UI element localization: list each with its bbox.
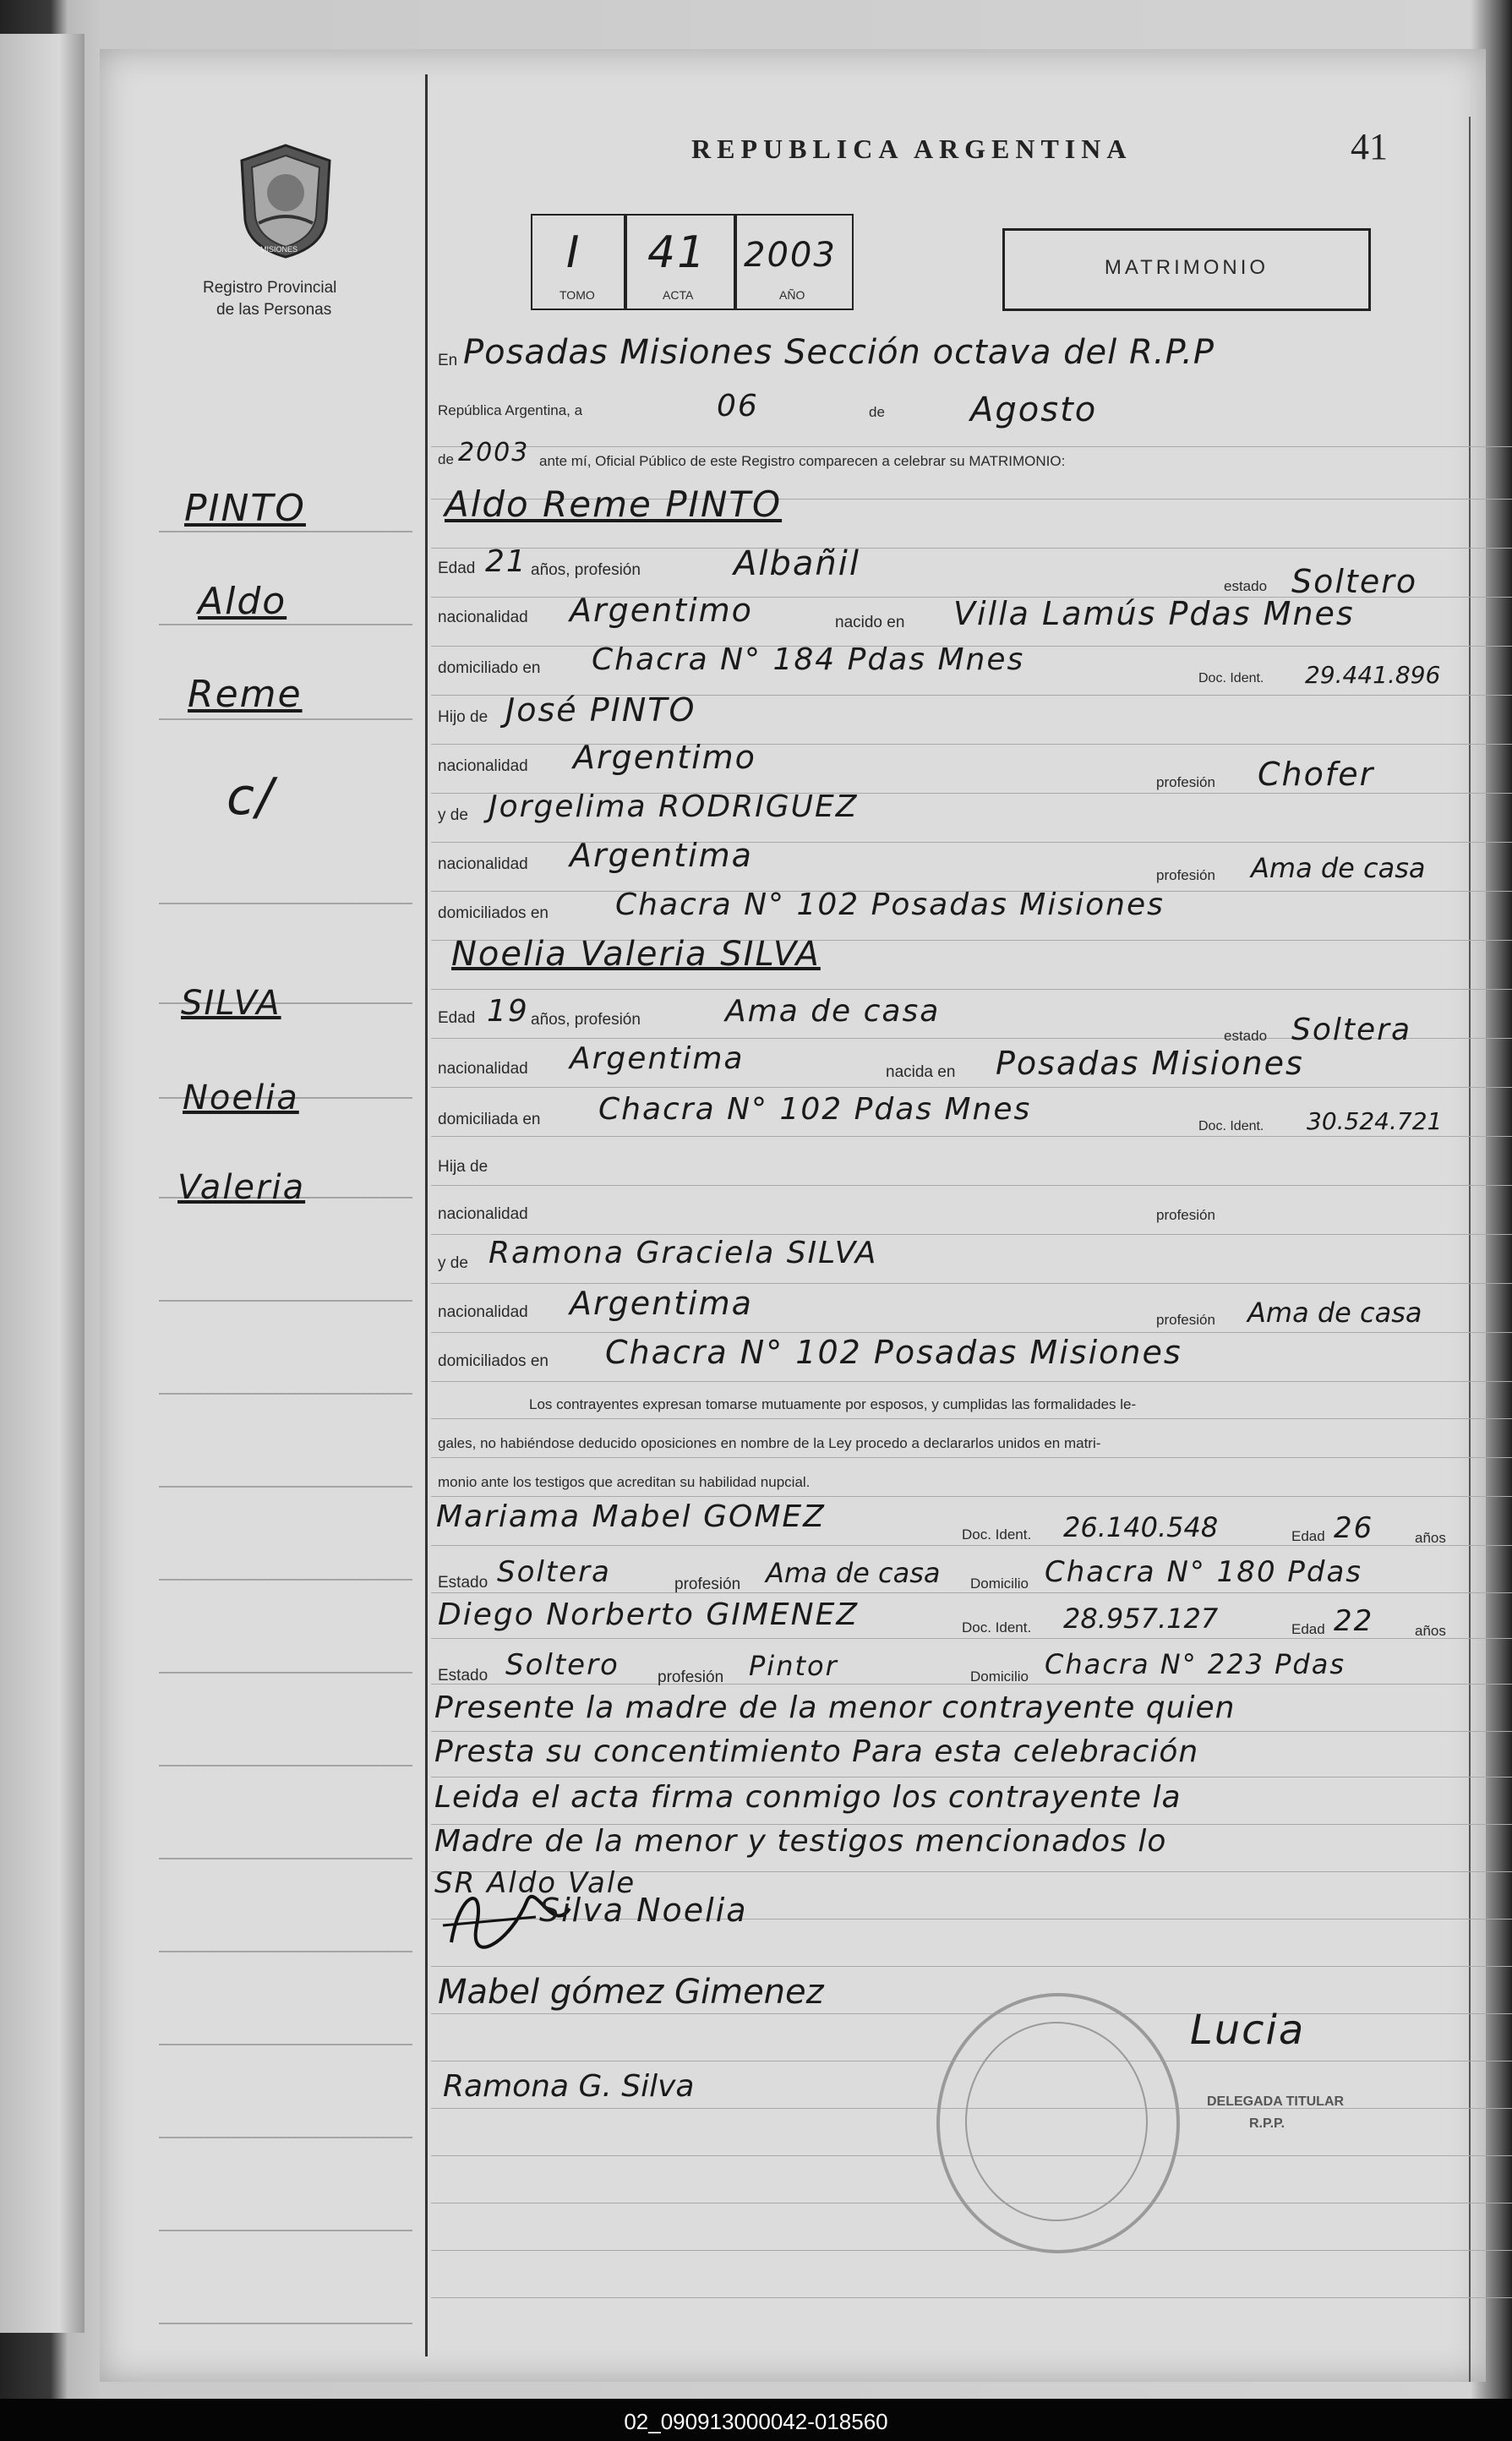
- witness1-age: 26: [1334, 1511, 1374, 1545]
- page-number: 41: [1351, 126, 1388, 167]
- declaration-line2: gales, no habiéndose deducido oposiciones en nombre de la Ley procedo a declararlos unidos en matri-: [438, 1435, 1101, 1451]
- groom-profession: Albañil: [734, 544, 860, 583]
- declaration-line1: Los contrayentes expresan tomarse mutuamente por esposos, y cumplidas las formalidades le-: [529, 1396, 1137, 1412]
- bride-estado-label: estado: [1224, 1028, 1268, 1044]
- groom-mother-nationality: Argentima: [570, 837, 753, 874]
- bride-nationality: Argentima: [570, 1041, 745, 1076]
- intro-place: Posadas Misiones Sección octava del R.P.P: [463, 333, 1215, 372]
- bride-father-prof-label: profesión: [1156, 1207, 1215, 1223]
- bride-parents-address: Chacra N° 102 Posadas Misiones: [605, 1334, 1182, 1371]
- bride-doc: 30.524.721: [1307, 1107, 1443, 1135]
- bride-doc-label: Doc. Ident.: [1198, 1119, 1264, 1133]
- intro-en-label: En: [438, 352, 458, 369]
- bride-domiciliada-label: domiciliada en: [438, 1111, 541, 1128]
- groom-anos-profesion-label: años, profesión: [531, 561, 641, 579]
- groom-hijo-label: Hijo de: [438, 708, 489, 726]
- margin-divider: [425, 74, 428, 2356]
- witness1-name: Mariama Mabel GOMEZ: [436, 1499, 826, 1534]
- margin-groom-name2: Reme: [188, 673, 303, 716]
- ano-cell: [734, 214, 854, 310]
- bride-signature: Silva Noelia: [539, 1892, 748, 1929]
- witness1-edad-label: Edad: [1291, 1528, 1325, 1544]
- bride-mother-nat-label: nacionalidad: [438, 1303, 528, 1321]
- tomo-label: TOMO: [559, 288, 595, 302]
- groom-birthplace: Villa Lamús Pdas Mnes: [953, 595, 1355, 632]
- notes-line3: Leida el acta firma conmigo los contrayente la: [434, 1780, 1182, 1815]
- tomo-cell: [531, 214, 627, 310]
- tomo-value: I: [566, 227, 581, 278]
- bride-mother-profession: Ama de casa: [1247, 1297, 1422, 1329]
- registry-line1: Registro Provincial: [203, 279, 337, 297]
- notes-line5: SR Aldo Vale: [434, 1866, 636, 1900]
- groom-address: Chacra N° 184 Pdas Mnes: [592, 642, 1025, 677]
- bride-nacida-label: nacida en: [886, 1063, 956, 1081]
- intro-de-label: de: [869, 404, 885, 420]
- witness1-anos-label: años: [1415, 1530, 1446, 1546]
- groom-doc-label: Doc. Ident.: [1198, 671, 1264, 685]
- margin-bride-name1: Noelia: [183, 1079, 299, 1117]
- ano-value: 2003: [744, 236, 837, 275]
- bride-mother-nationality: Argentima: [570, 1285, 753, 1322]
- witness1-prof-label: profesión: [674, 1575, 741, 1593]
- official-seal-icon: [936, 1993, 1180, 2253]
- intro-month: Agosto: [970, 390, 1098, 429]
- bride-parents-dom-label: domiciliados en: [438, 1352, 549, 1370]
- margin-separator: c/: [227, 767, 276, 827]
- witness1-doc: 26.140.548: [1063, 1511, 1219, 1543]
- witness2-anos-label: años: [1415, 1623, 1446, 1639]
- intro-year: 2003: [458, 438, 530, 467]
- notes-line2: Presta su concentimiento Para esta celebración: [434, 1734, 1199, 1769]
- footer-code: 02_090913000042-018560: [624, 2409, 888, 2434]
- bride-estado: Soltera: [1291, 1013, 1412, 1047]
- groom-mother-prof-label: profesión: [1156, 867, 1215, 883]
- groom-father: José PINTO: [505, 691, 696, 729]
- registry-line2: de las Personas: [216, 301, 332, 319]
- groom-nationality: Argentimo: [570, 592, 753, 629]
- officer-office: R.P.P.: [1249, 2116, 1285, 2131]
- bride-anos-profesion-label: años, profesión: [531, 1011, 641, 1029]
- witness2-estado: Soltero: [505, 1648, 620, 1682]
- groom-mother-nat-label: nacionalidad: [438, 855, 528, 873]
- witness1-dom-label: Domicilio: [970, 1575, 1029, 1592]
- registry-sheet: [100, 49, 1486, 2382]
- declaration-line3: monio ante los testigos que acreditan su habilidad nupcial.: [438, 1474, 811, 1490]
- intro-statement: ante mí, Oficial Público de este Registro comparecen a celebrar su MATRIMONIO:: [539, 453, 1066, 469]
- witness-signature: Mabel gómez Gimenez: [438, 1973, 824, 2012]
- bride-age: 19: [487, 994, 529, 1029]
- acta-value: 41: [647, 227, 707, 278]
- margin-bride-name2: Valeria: [177, 1168, 306, 1207]
- intro-republica-label: República Argentina, a: [438, 402, 583, 418]
- notes-line1: Presente la madre de la menor contrayente quien: [434, 1690, 1236, 1725]
- groom-father-nationality: Argentimo: [573, 739, 756, 776]
- bride-yde-label: y de: [438, 1254, 468, 1272]
- groom-estado-label: estado: [1224, 578, 1268, 594]
- registry-seal-icon: [235, 142, 336, 260]
- groom-father-prof-label: profesión: [1156, 774, 1215, 790]
- margin-groom-name1: Aldo: [198, 580, 287, 623]
- bride-mother: Ramona Graciela SILVA: [489, 1236, 878, 1270]
- bride-nacionalidad-label: nacionalidad: [438, 1060, 528, 1078]
- bride-birthplace: Posadas Misiones: [996, 1045, 1304, 1082]
- witness2-profession: Pintor: [749, 1650, 838, 1682]
- groom-mother-profession: Ama de casa: [1251, 852, 1426, 884]
- tomo-acta-ano-box: [531, 214, 852, 307]
- groom-father-profession: Chofer: [1258, 756, 1375, 793]
- groom-nacido-label: nacido en: [835, 614, 905, 631]
- acta-label: ACTA: [663, 288, 694, 302]
- bride-address: Chacra N° 102 Pdas Mnes: [598, 1092, 1032, 1127]
- ano-label: AÑO: [779, 288, 805, 302]
- previous-page-edge: [0, 34, 85, 2333]
- bride-father-nat-label: nacionalidad: [438, 1205, 528, 1223]
- right-border-line: [1469, 117, 1471, 2382]
- acta-cell: [624, 214, 737, 310]
- groom-parents-dom-label: domiciliados en: [438, 904, 549, 922]
- bride-profession: Ama de casa: [725, 994, 941, 1029]
- groom-mother: Jorgelima RODRIGUEZ: [489, 789, 859, 824]
- groom-domiciliado-label: domiciliado en: [438, 659, 541, 677]
- groom-estado: Soltero: [1291, 563, 1418, 600]
- groom-full-name: Aldo Reme PINTO: [445, 483, 783, 525]
- witness2-estado-label: Estado: [438, 1667, 489, 1685]
- witness2-dom-label: Domicilio: [970, 1668, 1029, 1685]
- mother-signature: Ramona G. Silva: [443, 2069, 695, 2104]
- bride-hija-label: Hija de: [438, 1158, 489, 1176]
- witness1-estado-label: Estado: [438, 1574, 489, 1592]
- groom-yde-label: y de: [438, 806, 468, 824]
- notes-line4: Madre de la menor y testigos mencionados lo: [434, 1824, 1167, 1859]
- act-type: MATRIMONIO: [1104, 256, 1269, 279]
- bride-full-name: Noelia Valeria SILVA: [451, 935, 821, 974]
- groom-age: 21: [485, 544, 527, 579]
- republic-title: REPUBLICA ARGENTINA: [691, 134, 1133, 164]
- witness2-doc: 28.957.127: [1063, 1603, 1219, 1635]
- footer-bar: [0, 2399, 1512, 2441]
- groom-father-nat-label: nacionalidad: [438, 757, 528, 775]
- margin-groom-surname: PINTO: [184, 487, 306, 530]
- groom-edad-label: Edad: [438, 560, 476, 577]
- groom-nacionalidad-label: nacionalidad: [438, 609, 528, 626]
- witness2-name: Diego Norberto GIMENEZ: [438, 1597, 859, 1632]
- groom-doc: 29.441.896: [1305, 661, 1441, 689]
- bride-edad-label: Edad: [438, 1009, 476, 1027]
- witness1-doc-label: Doc. Ident.: [962, 1526, 1032, 1543]
- officer-signature: Lucia: [1190, 2007, 1306, 2054]
- witness1-profession: Ama de casa: [766, 1557, 941, 1589]
- witness2-prof-label: profesión: [658, 1668, 724, 1686]
- officer-title: DELEGADA TITULAR: [1207, 2094, 1345, 2109]
- witness2-doc-label: Doc. Ident.: [962, 1619, 1032, 1636]
- intro-day: 06: [717, 389, 759, 423]
- witness1-address: Chacra N° 180 Pdas: [1045, 1555, 1363, 1589]
- seal-text: MISIONES: [260, 245, 298, 254]
- witness1-estado: Soltera: [497, 1555, 611, 1589]
- witness2-address: Chacra N° 223 Pdas: [1045, 1648, 1346, 1680]
- intro-year-prefix: de: [438, 451, 454, 467]
- witness2-age: 22: [1334, 1604, 1374, 1638]
- bride-mother-prof-label: profesión: [1156, 1312, 1215, 1328]
- act-type-box: [1002, 228, 1371, 311]
- witness2-edad-label: Edad: [1291, 1621, 1325, 1637]
- margin-bride-surname: SILVA: [181, 984, 281, 1023]
- groom-parents-address: Chacra N° 102 Posadas Misiones: [615, 887, 1165, 922]
